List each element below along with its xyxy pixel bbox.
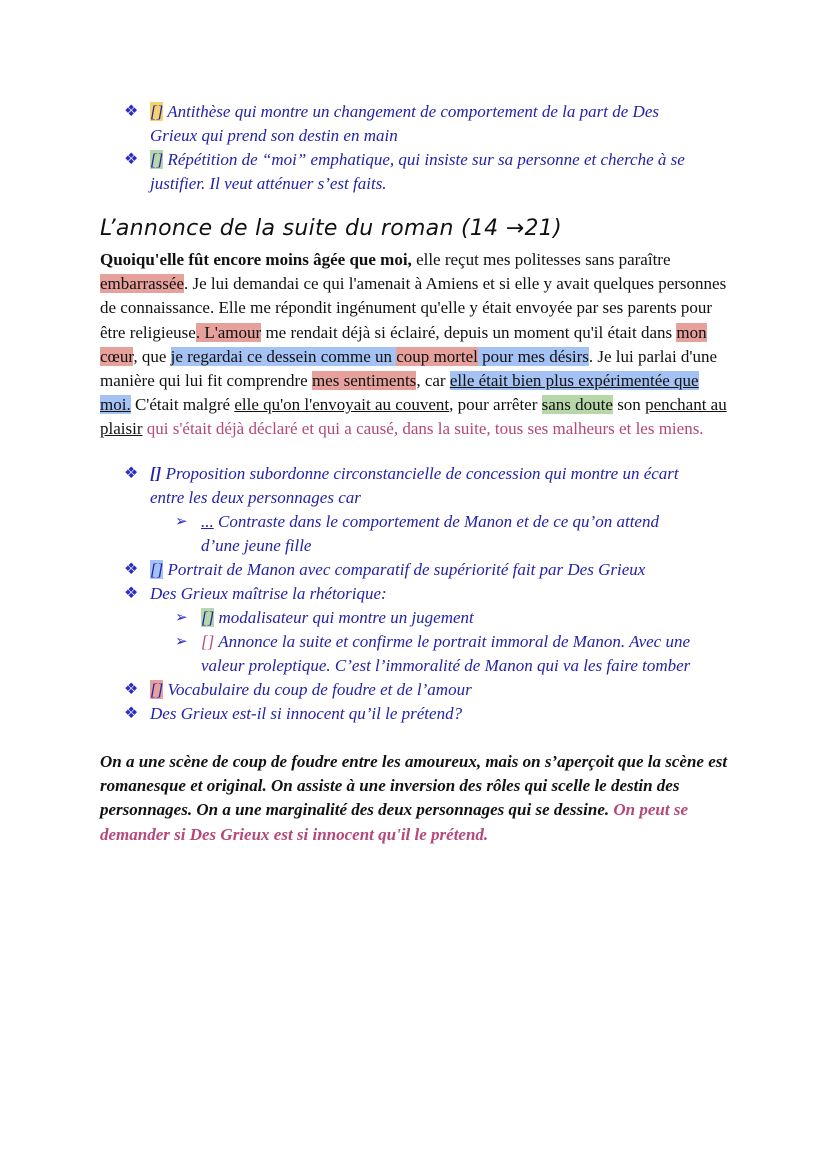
arrow-bullet-icon: ➢ xyxy=(175,514,188,530)
subbullet-text-cont: d’une jeune fille xyxy=(201,536,312,555)
arrow-bullet-icon: ➢ xyxy=(175,610,188,626)
excerpt-text: me rendait déjà si éclairé, depuis un moment qu'il était dans xyxy=(261,322,677,342)
excerpt-highlight-blue: pour mes désirs xyxy=(477,346,589,366)
excerpt-highlight-blue: je regardai ce dessein comme un xyxy=(170,346,397,366)
excerpt-bold-opening: Quoiqu'elle fût encore moins âgée que moi, xyxy=(100,250,412,269)
diamond-bullet-icon: ❖ xyxy=(124,705,139,722)
text-excerpt xyxy=(100,248,730,442)
excerpt-highlight-blue-underlined: elle était bien plus expérimentée que moi. xyxy=(100,371,699,415)
bullet-text: Antithèse qui montre un changement de comportement de la part de Des xyxy=(167,102,659,121)
bullet-text-cont: Grieux qui prend son destin en main xyxy=(150,126,398,145)
diamond-bullet-icon: ❖ xyxy=(124,561,139,578)
excerpt-highlight-red: . L'amour xyxy=(195,322,262,342)
bullet-text-cont: entre les deux personnages car xyxy=(150,488,361,507)
bullet-tag: [] xyxy=(150,560,164,579)
subbullet-tag: ... xyxy=(201,512,214,531)
subbullet-tag: [] xyxy=(201,608,215,627)
diamond-bullet-icon: ❖ xyxy=(124,151,139,168)
excerpt-highlight-red: mon cœur xyxy=(100,322,707,366)
bullet-concession xyxy=(124,462,764,510)
subbullet-modalisateur xyxy=(175,606,735,630)
bullet-text: Des Grieux maîtrise la rhétorique: xyxy=(150,584,387,603)
subbullet-tag: [] xyxy=(201,632,215,651)
excerpt-highlight-red: embarrassée xyxy=(100,274,185,294)
bullet-text: Répétition de “moi” emphatique, qui insiste sur sa personne et cherche à se xyxy=(167,150,685,169)
subbullet-contraste xyxy=(175,510,735,558)
excerpt-text: C'était malgré xyxy=(130,395,235,415)
diamond-bullet-icon: ❖ xyxy=(124,103,139,120)
subbullet-text: modalisateur qui montre un jugement xyxy=(218,608,474,627)
excerpt-underlined: elle qu'on l'envoyait au couvent xyxy=(234,395,450,415)
bullet-rhetorique xyxy=(124,582,764,606)
bullet-innocence xyxy=(124,702,764,726)
diamond-bullet-icon: ❖ xyxy=(124,465,139,482)
bullet-tag: [] xyxy=(150,680,164,699)
excerpt-text: , que xyxy=(133,346,171,366)
diamond-bullet-icon: ❖ xyxy=(124,585,139,602)
excerpt-text: son xyxy=(612,395,646,415)
bullet-tag: [] xyxy=(150,102,164,121)
excerpt-underlined: penchant au plaisir xyxy=(100,395,727,439)
diamond-bullet-icon: ❖ xyxy=(124,681,139,698)
excerpt-highlight-red: mes sentiments xyxy=(311,371,417,391)
bullet-tag: [] xyxy=(150,150,164,169)
subbullet-text-cont: valeur proleptique. C’est l’immoralité de Manon qui va les faire tomber xyxy=(201,656,691,675)
conclusion xyxy=(100,750,740,847)
arrow-bullet-icon: ➢ xyxy=(175,634,188,650)
bullet-antithese xyxy=(124,100,764,148)
bullet-text-cont: justifier. Il veut atténuer s’est faits. xyxy=(150,174,387,193)
excerpt-text: . Je lui parlai d'une manière qui lui fit comprendre xyxy=(100,346,718,391)
excerpt-text: , pour arrêter xyxy=(449,395,542,415)
bullet-text: Des Grieux est-il si innocent qu’il le prétend? xyxy=(150,704,463,723)
subbullet-prolepse xyxy=(175,630,735,678)
section-title: L’annonce de la suite du roman (14 →21) xyxy=(100,216,562,241)
conclusion-question: On peut se demander si Des Grieux est si innocent qu'il le prétend. xyxy=(100,800,688,844)
subbullet-text: Annonce la suite et confirme le portrait immoral de Manon. Avec une xyxy=(218,632,691,651)
excerpt-pink-text: qui s'était déjà déclaré et qui a causé, dans la suite, tous ses malheurs et les miens. xyxy=(142,419,704,439)
bullet-tag: [] xyxy=(150,464,162,483)
bullet-text: Proposition subordonne circonstancielle de concession qui montre un écart xyxy=(165,464,679,483)
bullet-text: Portrait de Manon avec comparatif de supériorité fait par Des Grieux xyxy=(167,560,646,579)
conclusion-text: On a une scène de coup de foudre entre les amoureux, mais on s’aperçoit que la scène est romanesque et original. On assiste à une inversion des rôles qui scelle le destin des personnages. On a une marginalité des deux personnages qui se dessine. xyxy=(100,752,728,820)
bullet-vocabulaire xyxy=(124,678,764,702)
excerpt-text: elle reçut mes politesses sans paraître xyxy=(411,250,671,269)
bullet-text: Vocabulaire du coup de foudre et de l’amour xyxy=(167,680,472,699)
bullet-portrait xyxy=(124,558,764,582)
subbullet-text: Contraste dans le comportement de Manon et de ce qu’on attend xyxy=(218,512,659,531)
excerpt-text: . Je lui demandai ce qui l'amenait à Amiens et si elle y avait quelques personnes de connaissance. Elle me répondit ingénument qu'elle y était envoyée par ses parents pour être religieuse xyxy=(100,274,727,342)
excerpt-highlight-green: sans doute xyxy=(541,395,613,415)
excerpt-text: , car xyxy=(416,371,450,391)
bullet-repetition xyxy=(124,148,764,196)
excerpt-highlight-red: coup mortel xyxy=(396,346,478,366)
